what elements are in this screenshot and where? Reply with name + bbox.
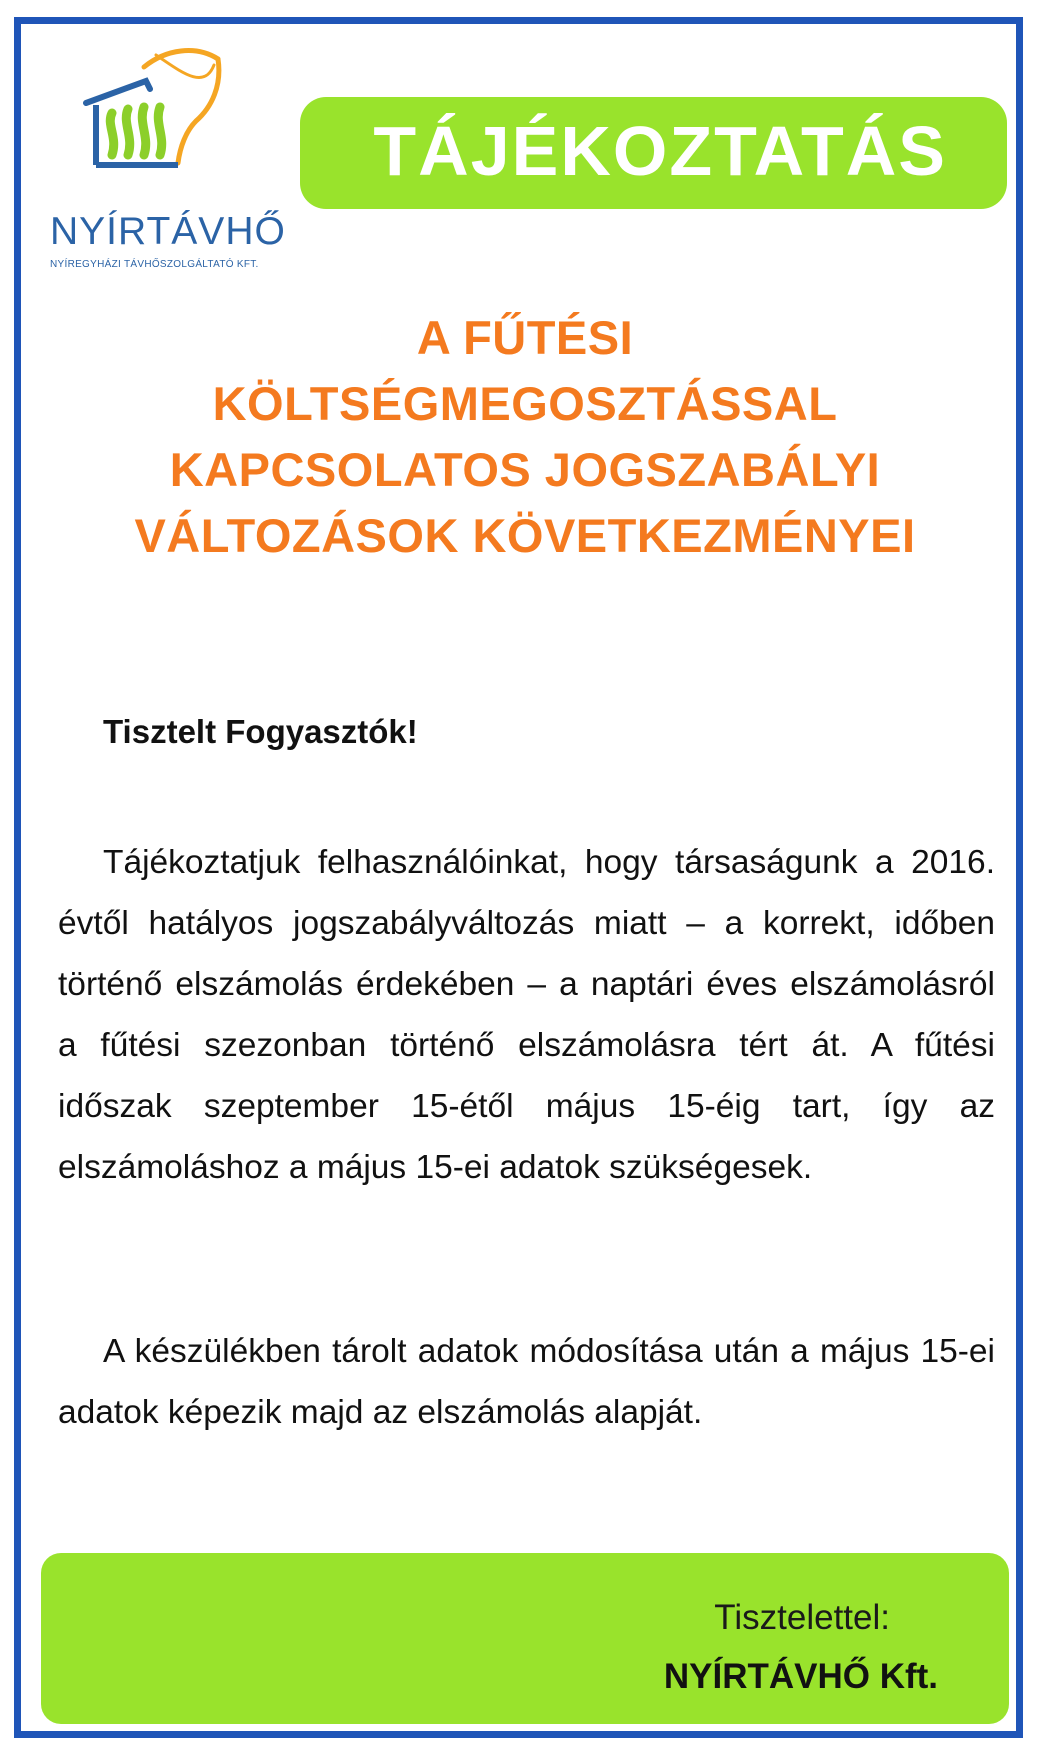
company-logo — [46, 45, 296, 285]
salutation: Tisztelt Fogyasztók! — [103, 713, 418, 750]
company-signature: NYÍRTÁVHŐ Kft. — [663, 1657, 938, 1696]
body-paragraph-text: Tájékoztatjuk felhasználóinkat, hogy társaságunk a 2016. évtől hatályos jogszabályváltozás miatt – a korrekt, időben történő elszámolás érdekében – a naptári éves elszámolásról a fűtési szezonban történő elszámolásra tért át. A fűtési időszak szeptember 15-étől május 15-éig tart, így az elszámoláshoz a május 15-ei adatok szükségesek. — [58, 844, 995, 1186]
closing-text: Tisztelettel: — [714, 1598, 890, 1637]
logo-subtitle: NYÍREGYHÁZI TÁVHŐSZOLGÁLTATÓ KFT. — [50, 259, 259, 270]
body-paragraph — [58, 832, 995, 1198]
body-paragraph-text: A készülékben tárolt adatok módosítása után a május 15-ei adatok képezik majd az elszámolás alapját. — [58, 1333, 995, 1431]
title-line: VÁLTOZÁSOK KÖVETKEZMÉNYEI — [134, 509, 916, 562]
header-badge — [300, 97, 1007, 209]
logo-name: NYÍRTÁVHŐ — [50, 210, 286, 253]
body-paragraph — [58, 1321, 995, 1443]
header-badge-label: TÁJÉKOZTATÁS — [373, 112, 947, 190]
title-line: A FŰTÉSI — [416, 311, 634, 364]
logo-house-icon — [46, 45, 266, 205]
title-line: KAPCSOLATOS JOGSZABÁLYI — [169, 443, 881, 496]
signature-box — [41, 1553, 1009, 1724]
title-line: KÖLTSÉGMEGOSZTÁSSAL — [212, 377, 838, 430]
notice-title — [50, 305, 1000, 569]
